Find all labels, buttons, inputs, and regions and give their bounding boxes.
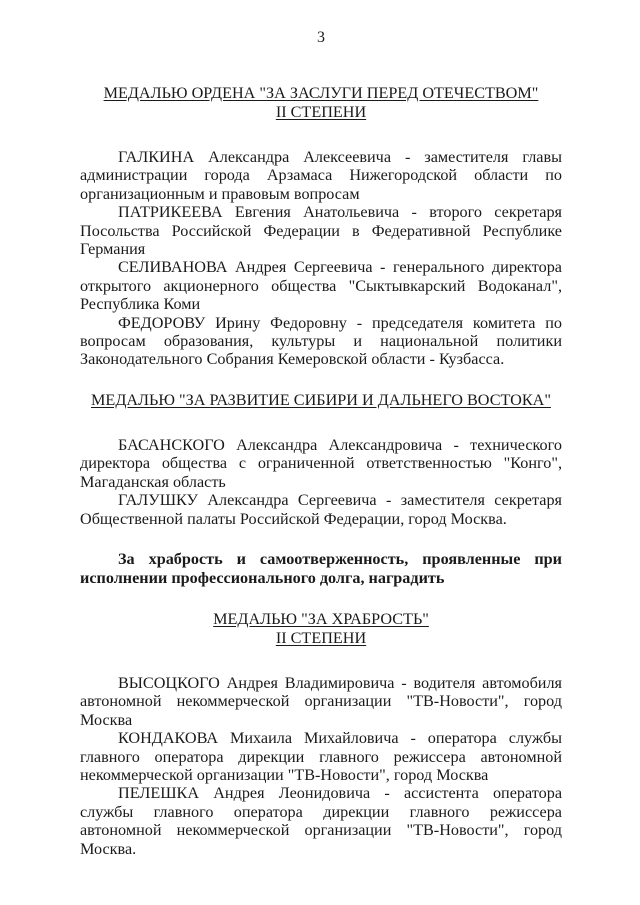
awardee-name: ВЫСОЦКОГО Андрея Владимировича	[118, 673, 395, 692]
section-heading-siberia-medal	[80, 391, 562, 410]
section-heading-merit-medal	[80, 84, 562, 122]
award-entry	[80, 491, 562, 528]
award-entry	[80, 258, 562, 313]
heading-line: II СТЕПЕНИ	[275, 628, 367, 647]
awardee-position: - заместителя главы администрации города Арзамаса Нижегородской области по организационным и правовым вопросам	[80, 148, 562, 203]
awardee-position: - ассистента оператора службы главного оператора дирекции главного режиссера автономной некоммерческой организации "ТВ-Новости", город Москва.	[80, 784, 562, 858]
award-entry	[80, 729, 562, 784]
awardee-name: ПЕЛЕШКА Андрея Леонидовича	[118, 784, 371, 803]
award-statement: За храбрость и самоотверженность, проявленные при исполнении профессионального долга, наградить	[80, 549, 562, 587]
awardee-name: СЕЛИВАНОВА Андрея Сергеевича	[118, 258, 373, 277]
heading-line: МЕДАЛЬЮ ОРДЕНА "ЗА ЗАСЛУГИ ПЕРЕД ОТЕЧЕСТВОМ"	[103, 84, 539, 102]
heading-line: МЕДАЛЬЮ "ЗА РАЗВИТИЕ СИБИРИ И ДАЛЬНЕГО ВОСТОКА"	[91, 390, 551, 409]
awardee-position: - заместителя секретаря Общественной палаты Российской Федерации, город Москва.	[80, 491, 562, 528]
awardee-name: ПАТРИКЕЕВА Евгения Анатольевича	[118, 203, 400, 222]
awardee-name: ГАЛКИНА Александра Алексеевича	[118, 148, 392, 166]
award-entry	[80, 674, 562, 729]
award-entry	[80, 314, 562, 369]
award-entry	[80, 784, 562, 858]
awardee-name: БАСАНСКОГО Александра Александровича	[118, 435, 443, 454]
award-entry	[80, 436, 562, 491]
document-page	[80, 28, 562, 858]
section-heading-bravery-medal	[80, 610, 562, 648]
awardee-position: - технического директора общества с ограниченной ответственностью "Конго", Магаданская область	[80, 435, 562, 491]
awardee-name: КОНДАКОВА Михаила Михайловича	[118, 729, 399, 748]
awardee-position: - генерального директора открытого акционерного общества "Сыктывкарский Водоканал", Республика Коми	[80, 258, 562, 314]
award-entry	[80, 148, 562, 203]
awardee-position: - второго секретаря Посольства Российской Федерации в Федеративной Республике Германия	[80, 203, 562, 259]
award-entry	[80, 203, 562, 258]
awardee-name: ФЕДОРОВУ Ирину Федоровну	[118, 313, 347, 332]
heading-line: II СТЕПЕНИ	[275, 103, 367, 121]
page-number: 3	[317, 29, 325, 46]
awardee-name: ГАЛУШКУ Александра Сергеевича	[118, 491, 377, 510]
heading-line: МЕДАЛЬЮ "ЗА ХРАБРОСТЬ"	[213, 609, 429, 628]
awardee-position: - водителя автомобиля автономной некоммерческой организации "ТВ-Новости", город Москва	[80, 673, 562, 729]
awardee-position: - оператора службы главного оператора дирекции главного режиссера автономной некоммерческой организации "ТВ-Новости", город Москва	[80, 729, 562, 784]
awardee-position: - председателя комитета по вопросам образования, культуры и национальной политики Законодательного Собрания Кемеровской области - Кузбасса.	[80, 313, 563, 369]
